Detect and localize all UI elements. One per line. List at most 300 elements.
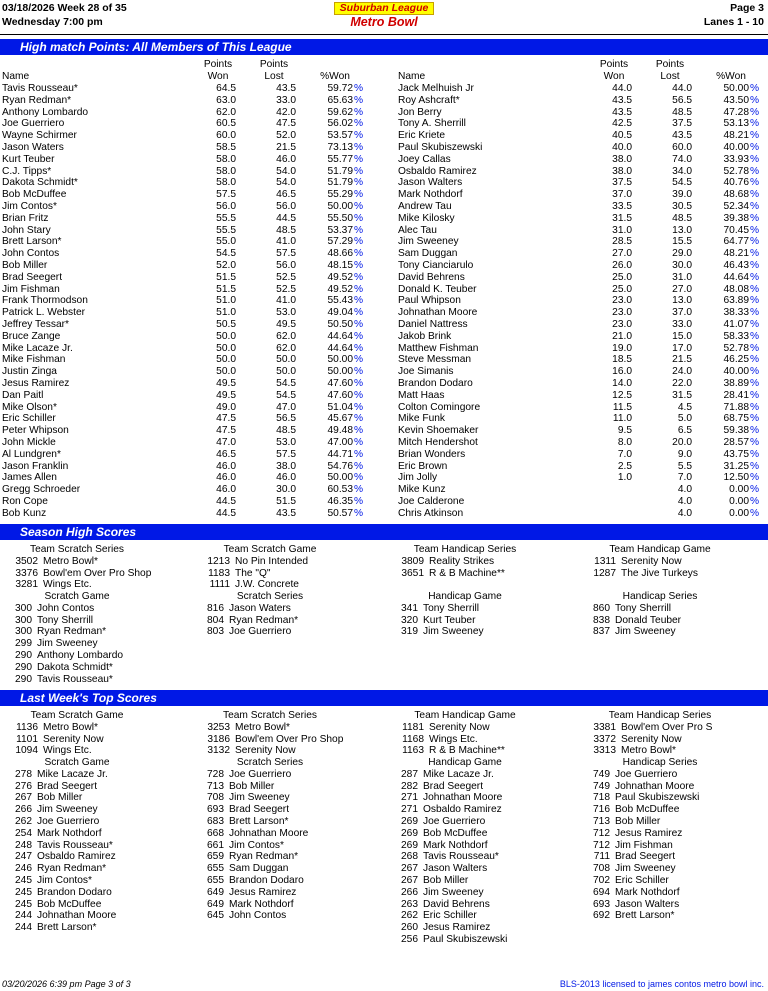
standings-row [396, 272, 768, 284]
score-entry [394, 934, 507, 946]
points-lost: 7.0 [677, 472, 692, 484]
standings-row [396, 437, 768, 449]
percent-sign: % [750, 507, 760, 519]
bowler-name: Alec Tau [398, 224, 437, 236]
bowler-name: Andrew Tau [398, 201, 452, 212]
points-lost: 54.5 [672, 177, 692, 189]
pct-won: 49.04 [327, 307, 353, 319]
score-value: 300 [15, 626, 32, 638]
col-header-pct-won: %Won [716, 71, 746, 82]
score-entry [200, 734, 343, 746]
standings-row [0, 83, 384, 95]
score-bowler: Wings Etc. [43, 579, 92, 591]
score-bowler: Serenity Now [621, 555, 682, 567]
score-bowler: Brad Seegert [37, 780, 98, 792]
pct-won: 48.66 [327, 248, 353, 260]
score-entry [586, 863, 676, 875]
points-won: 26.0 [612, 260, 632, 271]
standings-row [0, 142, 384, 154]
percent-sign: % [354, 94, 364, 106]
standings-row [396, 189, 768, 201]
bowler-name: Jim Fishman [2, 283, 60, 295]
score-bowler: No Pin Intended [235, 555, 309, 567]
score-value: 712 [593, 839, 610, 851]
points-lost: 56.0 [276, 201, 296, 212]
bowler-name: Mark Nothdorf [398, 189, 463, 201]
points-won: 11.5 [612, 401, 632, 413]
score-value: 276 [15, 780, 32, 792]
standings-row [0, 484, 384, 496]
score-value: 1168 [402, 733, 424, 745]
score-bowler: Serenity Now [429, 721, 490, 733]
pct-won: 46.35 [327, 496, 353, 507]
points-won: 64.5 [216, 83, 236, 94]
score-entry [586, 781, 694, 793]
score-value: 716 [593, 804, 610, 816]
standings-row [396, 83, 768, 95]
percent-sign: % [750, 472, 760, 484]
percent-sign: % [750, 189, 760, 201]
score-entry [8, 804, 98, 816]
standings-row [396, 201, 768, 213]
points-lost: 48.5 [276, 224, 296, 236]
points-lost: 62.0 [276, 330, 296, 342]
standings-row [0, 319, 384, 331]
points-lost: 21.5 [276, 142, 296, 153]
score-bowler: Jim Fishman [615, 839, 673, 851]
pct-won: 50.00 [327, 354, 353, 366]
score-bowler: John Contos [229, 910, 287, 922]
score-value: 728 [207, 768, 224, 780]
standings-row [0, 425, 384, 437]
points-won: 49.0 [216, 401, 236, 413]
bowling-center-name: Metro Bowl [350, 15, 418, 29]
bowler-name: Brad Seegert [2, 271, 63, 283]
league-name: Suburban League [334, 2, 434, 15]
points-won: 11.0 [612, 413, 632, 425]
standings-row [396, 354, 768, 366]
score-value: 708 [593, 863, 610, 875]
score-entry [200, 899, 294, 911]
percent-sign: % [750, 295, 760, 307]
score-value: 300 [15, 602, 32, 614]
col-header-points-won: Points Won [599, 59, 629, 82]
standings-row [0, 236, 384, 248]
pct-won: 65.63 [327, 94, 353, 106]
points-won: 44.5 [216, 496, 236, 507]
pct-won: 28.41 [723, 389, 749, 401]
points-won: 37.5 [612, 177, 632, 189]
score-bowler: Mark Nothdorf [229, 898, 294, 910]
points-lost: 50.0 [276, 366, 296, 378]
score-entry [586, 840, 673, 852]
standings-row [0, 225, 384, 237]
pct-won: 52.78 [723, 342, 749, 354]
score-value: 287 [401, 768, 418, 780]
points-won: 23.0 [612, 307, 632, 319]
percent-sign: % [354, 283, 364, 295]
score-value: 659 [207, 851, 224, 863]
pct-won: 44.64 [327, 342, 353, 354]
percent-sign: % [750, 366, 760, 378]
percent-sign: % [354, 507, 364, 519]
pct-won: 55.77 [327, 153, 353, 165]
pct-won: 48.08 [723, 283, 749, 295]
score-entry [200, 781, 274, 793]
points-won: 44.5 [216, 507, 236, 519]
score-entry [586, 887, 680, 899]
pct-won: 47.00 [327, 437, 353, 448]
bowler-name: Bruce Zange [2, 330, 61, 342]
points-lost: 46.0 [276, 153, 296, 165]
standings-row [396, 508, 768, 520]
standings-row [0, 343, 384, 355]
percent-sign: % [354, 448, 364, 460]
score-value: 693 [207, 804, 224, 816]
score-entry [8, 910, 116, 922]
pct-won: 38.89 [723, 378, 749, 389]
points-won: 40.5 [612, 130, 632, 142]
bowler-name: Dan Paitl [2, 389, 44, 401]
pct-won: 63.89 [723, 295, 749, 307]
percent-sign: % [354, 366, 364, 378]
pct-won: 52.34 [723, 201, 749, 212]
bowler-name: John Stary [2, 224, 51, 236]
score-bowler: Joe Guerriero [229, 626, 292, 638]
score-block-heading: Team Handicap Game [414, 710, 516, 721]
score-bowler: Bowl'em Over Pro S [621, 721, 713, 733]
points-won: 49.5 [216, 389, 236, 401]
score-entry [8, 769, 108, 781]
score-entry [586, 792, 699, 804]
header-divider [0, 34, 768, 35]
bowler-name: Ryan Redman* [2, 94, 72, 106]
score-bowler: Bob McDuffee [615, 804, 680, 816]
points-won: 57.5 [216, 189, 236, 201]
bowler-name: Jason Walters [398, 177, 463, 189]
bowler-name: Jon Berry [398, 106, 442, 118]
score-entry [200, 626, 291, 638]
standings-row [396, 472, 768, 484]
bowler-name: Jesus Ramirez [2, 378, 70, 389]
score-bowler: Ryan Redman* [229, 614, 299, 626]
points-lost: 52.5 [276, 283, 296, 295]
col-header-points-lost: Points Lost [259, 59, 289, 82]
section-high-match-points: High match Points: All Members of This League [0, 39, 768, 55]
score-entry [394, 887, 484, 899]
standings-row [0, 413, 384, 425]
score-entry [394, 792, 502, 804]
score-block-heading: Scratch Series [236, 591, 304, 602]
pct-won: 50.00 [327, 201, 353, 212]
pct-won: 70.45 [723, 224, 749, 236]
standings-row [396, 319, 768, 331]
bowler-name: Mitch Hendershot [398, 437, 478, 448]
score-entry [8, 816, 99, 828]
score-entry [200, 828, 308, 840]
bowler-name: Donald K. Teuber [398, 283, 477, 295]
points-won: 54.5 [216, 248, 236, 260]
pct-won: 59.62 [327, 106, 353, 118]
percent-sign: % [750, 319, 760, 330]
points-lost: 34.0 [672, 165, 692, 177]
score-entry [8, 828, 102, 840]
score-entry [8, 745, 92, 757]
standings-row [0, 248, 384, 260]
standings-row [0, 307, 384, 319]
points-won: 25.0 [612, 271, 632, 283]
score-bowler: Osbaldo Ramirez [37, 851, 116, 863]
points-lost: 13.0 [672, 224, 692, 236]
standings-row [0, 472, 384, 484]
bowler-name: Matt Haas [398, 389, 445, 401]
points-won: 21.0 [612, 330, 632, 342]
footer-license: BLS-2013 licensed to james contos metro bowl inc. [559, 979, 764, 989]
percent-sign: % [354, 153, 364, 165]
pct-won: 40.00 [723, 366, 749, 378]
bowler-name: Peter Whipson [2, 425, 69, 437]
pct-won: 40.76 [723, 177, 749, 189]
standings-row [0, 166, 384, 178]
score-value: 693 [593, 898, 610, 910]
percent-sign: % [354, 118, 364, 130]
score-entry [8, 615, 93, 627]
score-value: 649 [207, 898, 224, 910]
score-entry [394, 781, 483, 793]
score-bowler: Ryan Redman* [229, 851, 299, 863]
score-entry [394, 851, 499, 863]
standings-row [0, 154, 384, 166]
score-entry [586, 745, 676, 757]
standings-row [0, 461, 384, 473]
score-entry [8, 638, 98, 650]
score-block-heading: Handicap Game [428, 757, 502, 768]
score-entry [586, 734, 682, 746]
points-won: 58.5 [216, 142, 236, 153]
percent-sign: % [750, 330, 760, 342]
score-value: 245 [15, 886, 32, 898]
points-lost: 54.0 [276, 177, 296, 189]
score-value: 268 [401, 851, 418, 863]
pct-won: 48.21 [723, 248, 749, 260]
score-bowler: Serenity Now [235, 745, 296, 757]
percent-sign: % [750, 177, 760, 189]
score-block-heading: Scratch Series [236, 757, 304, 768]
pct-won: 55.43 [327, 295, 353, 307]
points-lost: 74.0 [672, 153, 692, 165]
score-value: 269 [401, 827, 418, 839]
score-bowler: Reality Strikes [429, 555, 495, 567]
points-won: 58.0 [216, 177, 236, 189]
score-entry [8, 556, 98, 568]
standings-row [396, 378, 768, 390]
standings-row [0, 189, 384, 201]
bowler-name: Frank Thormodson [2, 295, 88, 307]
percent-sign: % [354, 413, 364, 425]
score-value: 713 [207, 780, 224, 792]
percent-sign: % [354, 130, 364, 142]
score-value: 837 [593, 626, 610, 638]
percent-sign: % [354, 224, 364, 236]
standings-row [0, 107, 384, 119]
standings-row [396, 260, 768, 272]
pct-won: 48.21 [723, 130, 749, 142]
points-lost: 41.0 [276, 295, 296, 307]
bowler-name: Paul Whipson [398, 295, 461, 307]
standings-row [0, 508, 384, 520]
standings-row [396, 496, 768, 508]
points-won: 23.0 [612, 295, 632, 307]
score-block-heading: Team Scratch Game [30, 710, 124, 721]
standings-row [0, 496, 384, 508]
score-block-heading: Team Handicap Series [413, 544, 517, 555]
points-lost: 15.0 [672, 330, 692, 342]
points-lost: 13.0 [672, 295, 692, 307]
score-bowler: Brandon Dodaro [37, 886, 112, 898]
score-bowler: Tavis Rousseau* [37, 839, 113, 851]
score-value: 702 [593, 875, 610, 886]
pct-won: 58.33 [723, 330, 749, 342]
score-bowler: Eric Schiller [615, 875, 669, 886]
section-last-week-top-scores: Last Week's Top Scores [0, 690, 768, 706]
bowler-name: Jim Jolly [398, 472, 438, 484]
percent-sign: % [750, 460, 760, 472]
points-won: 16.0 [612, 366, 632, 378]
bowler-name: Ron Cope [2, 496, 48, 507]
percent-sign: % [354, 472, 364, 484]
points-lost: 50.0 [276, 354, 296, 366]
standings-row [396, 142, 768, 154]
score-value: 683 [207, 816, 224, 827]
bowler-name: Wayne Schirmer [2, 130, 77, 142]
bowler-name: Brett Larson* [2, 236, 62, 248]
points-lost: 4.0 [677, 507, 692, 519]
points-lost: 30.0 [672, 260, 692, 271]
points-lost: 41.0 [276, 236, 296, 248]
score-value: 1136 [16, 721, 38, 733]
points-won: 31.5 [612, 212, 632, 224]
percent-sign: % [354, 236, 364, 248]
points-lost: 44.5 [276, 212, 296, 224]
points-lost: 54.0 [276, 165, 296, 177]
score-value: 718 [593, 792, 610, 804]
pct-won: 51.04 [327, 401, 353, 413]
score-bowler: Tavis Rousseau* [37, 673, 113, 685]
standings-row [396, 307, 768, 319]
pct-won: 55.29 [327, 189, 353, 201]
score-entry [394, 745, 505, 757]
score-entry [8, 922, 96, 934]
bowler-name: James Allen [2, 472, 57, 484]
score-entry [586, 899, 679, 911]
points-won: 38.0 [612, 153, 632, 165]
points-won: 63.0 [216, 94, 236, 106]
pct-won: 64.77 [723, 236, 749, 248]
score-bowler: Bob Miller [615, 816, 661, 827]
score-value: 271 [401, 804, 418, 816]
score-entry [394, 828, 487, 840]
pct-won: 50.00 [723, 83, 749, 94]
standings-row [0, 449, 384, 461]
pct-won: 46.25 [723, 354, 749, 366]
pct-won: 47.28 [723, 106, 749, 118]
standings-row [0, 201, 384, 213]
standings-row [0, 213, 384, 225]
score-value: 244 [15, 922, 32, 934]
score-bowler: Joe Guerriero [229, 768, 292, 780]
percent-sign: % [354, 165, 364, 177]
pct-won: 52.78 [723, 165, 749, 177]
score-bowler: Jim Contos* [37, 875, 92, 886]
percent-sign: % [354, 401, 364, 413]
percent-sign: % [750, 484, 760, 496]
points-lost: 52.0 [276, 130, 296, 142]
pct-won: 48.68 [723, 189, 749, 201]
points-won: 23.0 [612, 319, 632, 330]
score-block-heading: Handicap Game [428, 591, 502, 602]
points-won: 50.0 [216, 342, 236, 354]
score-bowler: Jim Sweeney [615, 626, 676, 638]
points-lost: 30.5 [672, 201, 692, 212]
score-bowler: Ryan Redman* [37, 863, 107, 875]
standings-row [396, 413, 768, 425]
standings-row [0, 437, 384, 449]
points-won: 18.5 [612, 354, 632, 366]
standings-row [396, 107, 768, 119]
pct-won: 0.00 [729, 496, 749, 507]
score-bowler: Bob Miller [229, 780, 275, 792]
bowler-name: Patrick L. Webster [2, 307, 86, 319]
bowler-name: Joey Callas [398, 153, 451, 165]
percent-sign: % [354, 496, 364, 507]
standings-row [396, 449, 768, 461]
pct-won: 38.33 [723, 307, 749, 319]
score-bowler: John Contos [37, 602, 95, 614]
score-value: 299 [15, 638, 32, 650]
percent-sign: % [750, 260, 760, 271]
score-bowler: Bob Miller [37, 792, 83, 804]
bowler-name: Mike Kilosky [398, 212, 455, 224]
bowler-name: Mike Kunz [398, 484, 446, 496]
pct-won: 43.75 [723, 448, 749, 460]
score-value: 713 [593, 816, 610, 827]
points-lost: 56.5 [276, 413, 296, 425]
points-won: 46.0 [216, 472, 236, 484]
pct-won: 47.60 [327, 378, 353, 389]
percent-sign: % [354, 201, 364, 212]
score-entry [394, 568, 505, 580]
standings-row [396, 295, 768, 307]
score-bowler: Jim Contos* [229, 839, 284, 851]
points-won: 56.0 [216, 201, 236, 212]
bowler-name: Roy Ashcraft* [398, 94, 460, 106]
percent-sign: % [750, 342, 760, 354]
bowler-name: Chris Atkinson [398, 507, 464, 519]
points-lost: 6.5 [677, 425, 692, 437]
score-value: 290 [15, 661, 32, 673]
standings-row [396, 248, 768, 260]
score-value: 246 [15, 863, 32, 875]
percent-sign: % [354, 142, 364, 153]
score-bowler: Wings Etc. [429, 733, 478, 745]
points-won: 47.5 [216, 425, 236, 437]
score-entry [586, 875, 669, 887]
score-value: 271 [401, 792, 418, 804]
score-bowler: Brett Larson* [615, 910, 675, 922]
percent-sign: % [750, 201, 760, 212]
standings-row [396, 390, 768, 402]
points-lost: 4.0 [677, 484, 692, 496]
